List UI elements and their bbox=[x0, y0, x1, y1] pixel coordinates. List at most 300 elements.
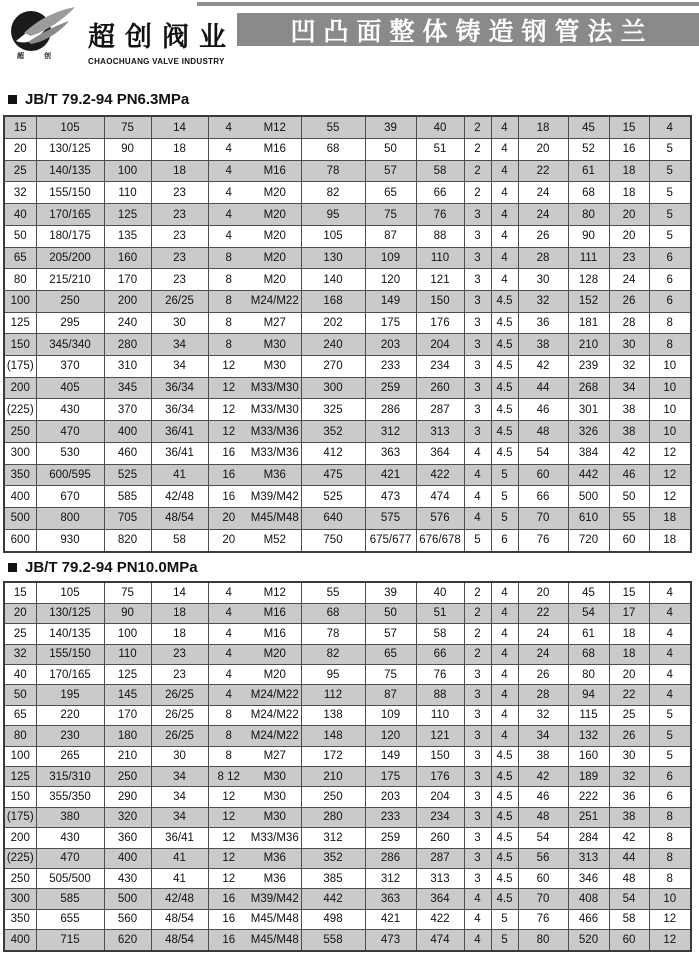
table-cell: 135 bbox=[104, 225, 151, 247]
table-cell: 203 bbox=[365, 334, 416, 356]
table-cell: 23 bbox=[151, 269, 208, 291]
table-cell: 8 bbox=[649, 828, 691, 848]
table-cell: 12 bbox=[208, 421, 249, 443]
table-cell: M16 bbox=[249, 160, 301, 182]
table-cell: 4 bbox=[491, 204, 518, 226]
table-cell: M33/M36 bbox=[249, 442, 301, 464]
table-cell: 325 bbox=[301, 399, 365, 421]
table-cell: 36/41 bbox=[151, 828, 208, 848]
table-cell: 48/54 bbox=[151, 930, 208, 951]
table-cell: 54 bbox=[518, 828, 568, 848]
table-cell: 75 bbox=[104, 582, 151, 603]
table-cell: 90 bbox=[568, 225, 609, 247]
table-cell: 5 bbox=[464, 529, 491, 552]
table-cell: 26/25 bbox=[151, 290, 208, 312]
table-cell: 525 bbox=[301, 486, 365, 508]
table-cell: 301 bbox=[568, 399, 609, 421]
table-cell: 2 bbox=[464, 644, 491, 664]
table-cell: 18 bbox=[151, 603, 208, 623]
table-cell: 128 bbox=[568, 269, 609, 291]
table-cell: 265 bbox=[36, 746, 104, 766]
table-cell: 5 bbox=[649, 225, 691, 247]
table-cell: 32 bbox=[4, 644, 36, 664]
table-cell: M30 bbox=[249, 356, 301, 378]
table-cell: 2 bbox=[464, 139, 491, 161]
table-cell: 12 bbox=[208, 377, 249, 399]
table-cell: 36/34 bbox=[151, 377, 208, 399]
table-cell: 75 bbox=[365, 664, 416, 684]
table-cell: 94 bbox=[568, 685, 609, 705]
table-cell: 76 bbox=[518, 909, 568, 929]
table-cell: 68 bbox=[568, 182, 609, 204]
table-cell: 610 bbox=[568, 508, 609, 530]
table-cell: 313 bbox=[416, 868, 464, 888]
table-cell: 16 bbox=[208, 909, 249, 929]
table-cell: 240 bbox=[301, 334, 365, 356]
table-cell: 4 bbox=[464, 464, 491, 486]
crescent-swoosh-logo-icon bbox=[8, 5, 80, 63]
table-cell: M33/M30 bbox=[249, 377, 301, 399]
table-cell: 5 bbox=[649, 139, 691, 161]
table-cell: 48/54 bbox=[151, 909, 208, 929]
table-cell: 3 bbox=[464, 746, 491, 766]
table-row bbox=[4, 828, 691, 848]
table-cell: 4.5 bbox=[491, 421, 518, 443]
table-cell: 310 bbox=[104, 356, 151, 378]
table-cell: 58 bbox=[416, 160, 464, 182]
table-cell: 473 bbox=[365, 486, 416, 508]
table-cell: 210 bbox=[104, 746, 151, 766]
table-cell: 34 bbox=[151, 807, 208, 827]
table-cell: 170 bbox=[104, 705, 151, 725]
table-cell: 4 bbox=[208, 603, 249, 623]
table-cell: 32 bbox=[518, 705, 568, 725]
table-cell: 88 bbox=[416, 685, 464, 705]
table-cell: 200 bbox=[104, 290, 151, 312]
table-cell: 8 bbox=[649, 868, 691, 888]
table-cell: 82 bbox=[301, 644, 365, 664]
table-cell: 520 bbox=[568, 930, 609, 951]
table-row bbox=[4, 377, 691, 399]
section-title-pn63 bbox=[8, 91, 189, 108]
table-cell: 4 bbox=[649, 644, 691, 664]
table-cell: 87 bbox=[365, 685, 416, 705]
table-cell: 600/595 bbox=[36, 464, 104, 486]
table-cell: 4 bbox=[491, 160, 518, 182]
table-cell: 100 bbox=[104, 160, 151, 182]
table-cell: 233 bbox=[365, 356, 416, 378]
table-cell: 530 bbox=[36, 442, 104, 464]
table-cell: 268 bbox=[568, 377, 609, 399]
table-cell: 15 bbox=[609, 582, 649, 603]
table-cell: 82 bbox=[301, 182, 365, 204]
table-cell: 36/41 bbox=[151, 442, 208, 464]
table-cell: 930 bbox=[36, 529, 104, 552]
table-cell: 23 bbox=[151, 204, 208, 226]
table-cell: 95 bbox=[301, 664, 365, 684]
table-cell: 25 bbox=[609, 705, 649, 725]
table-cell: 313 bbox=[416, 421, 464, 443]
table-cell: 57 bbox=[365, 624, 416, 644]
table-cell: 60 bbox=[609, 529, 649, 552]
table-cell: 600 bbox=[4, 529, 36, 552]
table-cell: 345 bbox=[104, 377, 151, 399]
table-cell: 210 bbox=[568, 334, 609, 356]
table-cell: 10 bbox=[649, 356, 691, 378]
table-cell: 585 bbox=[36, 889, 104, 909]
table-row bbox=[4, 116, 691, 139]
table-cell: 41 bbox=[151, 868, 208, 888]
table-cell: 3 bbox=[464, 225, 491, 247]
table-cell: 61 bbox=[568, 624, 609, 644]
table-cell: M45/M48 bbox=[249, 508, 301, 530]
table-cell: 200 bbox=[4, 828, 36, 848]
table-cell: 233 bbox=[365, 807, 416, 827]
table-cell: 23 bbox=[151, 182, 208, 204]
table-cell: 39 bbox=[365, 116, 416, 139]
table-cell: 585 bbox=[104, 486, 151, 508]
table-cell: 65 bbox=[365, 644, 416, 664]
table-cell: 32 bbox=[4, 182, 36, 204]
table-cell: 475 bbox=[301, 464, 365, 486]
table-cell: 45 bbox=[568, 582, 609, 603]
table-cell: 78 bbox=[301, 624, 365, 644]
table-cell: 48 bbox=[609, 868, 649, 888]
table-cell: 30 bbox=[609, 334, 649, 356]
table-cell: 20 bbox=[208, 508, 249, 530]
table-cell: 3 bbox=[464, 787, 491, 807]
table-cell: 130/125 bbox=[36, 603, 104, 623]
table-cell: 470 bbox=[36, 848, 104, 868]
table-cell: 28 bbox=[609, 312, 649, 334]
table-cell: M20 bbox=[249, 247, 301, 269]
table-row bbox=[4, 356, 691, 378]
table-cell: 6 bbox=[649, 269, 691, 291]
table-cell: 80 bbox=[568, 664, 609, 684]
table-cell: 54 bbox=[568, 603, 609, 623]
table-cell: 4.5 bbox=[491, 442, 518, 464]
table-cell: 26 bbox=[609, 726, 649, 746]
table-cell: 250 bbox=[36, 290, 104, 312]
table-cell: 575 bbox=[365, 508, 416, 530]
table-cell: 364 bbox=[416, 889, 464, 909]
table-cell: 4 bbox=[491, 139, 518, 161]
table-cell: 150 bbox=[416, 290, 464, 312]
table-cell: 3 bbox=[464, 247, 491, 269]
table-cell: 121 bbox=[416, 269, 464, 291]
table-row bbox=[4, 624, 691, 644]
table-cell: 76 bbox=[416, 204, 464, 226]
table-cell: 203 bbox=[365, 787, 416, 807]
table-cell: 2 bbox=[464, 116, 491, 139]
table-cell: M39/M42 bbox=[249, 889, 301, 909]
table-cell: M39/M42 bbox=[249, 486, 301, 508]
table-cell: 3 bbox=[464, 726, 491, 746]
table-cell: 5 bbox=[491, 909, 518, 929]
table-cell: 4 bbox=[491, 685, 518, 705]
table-cell: 210 bbox=[301, 766, 365, 786]
table-cell: M20 bbox=[249, 269, 301, 291]
table-cell: 4 bbox=[649, 685, 691, 705]
table-cell: 38 bbox=[609, 807, 649, 827]
table-cell: 4 bbox=[491, 247, 518, 269]
table-cell: 3 bbox=[464, 312, 491, 334]
table-cell: 160 bbox=[104, 247, 151, 269]
table-cell: 100 bbox=[4, 746, 36, 766]
table-cell: 16 bbox=[208, 486, 249, 508]
table-cell: 230 bbox=[36, 726, 104, 746]
table-cell: 23 bbox=[609, 247, 649, 269]
table-cell: 130 bbox=[301, 247, 365, 269]
table-cell: M16 bbox=[249, 603, 301, 623]
table-cell: 180 bbox=[104, 726, 151, 746]
table-cell: M24/M22 bbox=[249, 726, 301, 746]
table-cell: 10 bbox=[649, 889, 691, 909]
table-cell: 412 bbox=[301, 442, 365, 464]
table-cell: 2 bbox=[464, 624, 491, 644]
table-cell: 16 bbox=[208, 442, 249, 464]
table-cell: 22 bbox=[518, 160, 568, 182]
table-cell: 26 bbox=[609, 290, 649, 312]
table-cell: 115 bbox=[568, 705, 609, 725]
table-cell: 125 bbox=[4, 312, 36, 334]
table-cell: 75 bbox=[104, 116, 151, 139]
table-cell: M20 bbox=[249, 182, 301, 204]
table-cell: 34 bbox=[151, 334, 208, 356]
table-cell: 370 bbox=[36, 356, 104, 378]
table-cell: 26/25 bbox=[151, 685, 208, 705]
table-cell: M33/M36 bbox=[249, 828, 301, 848]
table-cell: 12 bbox=[208, 868, 249, 888]
table-cell: 109 bbox=[365, 705, 416, 725]
table-cell: 95 bbox=[301, 204, 365, 226]
table-cell: 4 bbox=[464, 442, 491, 464]
table-cell: 70 bbox=[518, 889, 568, 909]
table-cell: 51 bbox=[416, 603, 464, 623]
table-cell: 384 bbox=[568, 442, 609, 464]
table-cell: 25 bbox=[4, 160, 36, 182]
table-cell: 46 bbox=[518, 399, 568, 421]
table-cell: 234 bbox=[416, 356, 464, 378]
table-cell: 80 bbox=[518, 930, 568, 951]
table-row bbox=[4, 247, 691, 269]
table-cell: 220 bbox=[36, 705, 104, 725]
table-cell: 30 bbox=[518, 269, 568, 291]
table-cell: 12 bbox=[649, 930, 691, 951]
table-cell: 405 bbox=[36, 377, 104, 399]
table-cell: 442 bbox=[568, 464, 609, 486]
table-cell: 5 bbox=[649, 746, 691, 766]
table-cell: 176 bbox=[416, 312, 464, 334]
table-cell: 28 bbox=[518, 247, 568, 269]
table-cell: 239 bbox=[568, 356, 609, 378]
table-cell: 38 bbox=[609, 421, 649, 443]
table-cell: 313 bbox=[568, 848, 609, 868]
table-cell: 16 bbox=[208, 889, 249, 909]
table-cell: 68 bbox=[301, 139, 365, 161]
table-cell: 442 bbox=[301, 889, 365, 909]
table-cell: 66 bbox=[416, 182, 464, 204]
table-cell: 400 bbox=[4, 486, 36, 508]
table-cell: 675/677 bbox=[365, 529, 416, 552]
table-cell: 54 bbox=[609, 889, 649, 909]
table-cell: 363 bbox=[365, 889, 416, 909]
table-cell: 26/25 bbox=[151, 726, 208, 746]
table-cell: 400 bbox=[104, 848, 151, 868]
table-cell: 18 bbox=[151, 139, 208, 161]
table-row bbox=[4, 848, 691, 868]
table-cell: 8 bbox=[649, 312, 691, 334]
table-row bbox=[4, 225, 691, 247]
table-cell: 205/200 bbox=[36, 247, 104, 269]
table-cell: 20 bbox=[208, 529, 249, 552]
table-cell: 8 bbox=[208, 746, 249, 766]
table-cell: 315/310 bbox=[36, 766, 104, 786]
table-cell: 6 bbox=[649, 766, 691, 786]
table-cell: 42 bbox=[518, 766, 568, 786]
page-title: 凹凸面整体铸造钢管法兰 bbox=[290, 17, 654, 46]
table-cell: 350 bbox=[4, 464, 36, 486]
table-cell: 41 bbox=[151, 464, 208, 486]
table-cell: M20 bbox=[249, 664, 301, 684]
table-cell: 52 bbox=[568, 139, 609, 161]
table-cell: 56 bbox=[518, 848, 568, 868]
table-cell: 48/54 bbox=[151, 508, 208, 530]
table-cell: 34 bbox=[151, 356, 208, 378]
table-cell: 4.5 bbox=[491, 848, 518, 868]
table-cell: 655 bbox=[36, 909, 104, 929]
table-cell: 40 bbox=[4, 664, 36, 684]
table-cell: 500 bbox=[104, 889, 151, 909]
table-cell: 820 bbox=[104, 529, 151, 552]
table-cell: 5 bbox=[491, 930, 518, 951]
table-cell: 4 bbox=[649, 116, 691, 139]
table-cell: 3 bbox=[464, 356, 491, 378]
table-cell: 76 bbox=[416, 664, 464, 684]
table-cell: 120 bbox=[365, 269, 416, 291]
table-cell: 38 bbox=[518, 746, 568, 766]
table-cell: 149 bbox=[365, 746, 416, 766]
table-cell: 125 bbox=[4, 766, 36, 786]
table-cell: 750 bbox=[301, 529, 365, 552]
table-cell: 3 bbox=[464, 868, 491, 888]
table-row bbox=[4, 160, 691, 182]
table-cell: 3 bbox=[464, 766, 491, 786]
table-cell: 10 bbox=[649, 399, 691, 421]
table-row bbox=[4, 746, 691, 766]
table-row bbox=[4, 442, 691, 464]
table-cell: 42/48 bbox=[151, 486, 208, 508]
table-cell: 105 bbox=[301, 225, 365, 247]
table-cell: 558 bbox=[301, 930, 365, 951]
table-cell: 88 bbox=[416, 225, 464, 247]
table-cell: 3 bbox=[464, 828, 491, 848]
table-cell: M20 bbox=[249, 225, 301, 247]
table-cell: 640 bbox=[301, 508, 365, 530]
table-cell: 2 bbox=[464, 603, 491, 623]
table-cell: 4.5 bbox=[491, 356, 518, 378]
table-cell: 460 bbox=[104, 442, 151, 464]
table-cell: M16 bbox=[249, 139, 301, 161]
table-cell: 55 bbox=[301, 582, 365, 603]
table-cell: 5 bbox=[649, 726, 691, 746]
table-cell: 4 bbox=[464, 930, 491, 951]
table-cell: 250 bbox=[4, 868, 36, 888]
table-cell: 3 bbox=[464, 848, 491, 868]
table-cell: 505/500 bbox=[36, 868, 104, 888]
table-cell: 500 bbox=[568, 486, 609, 508]
table-cell: 18 bbox=[609, 182, 649, 204]
table-cell: 12 bbox=[649, 442, 691, 464]
table-cell: 175 bbox=[365, 766, 416, 786]
table-cell: 250 bbox=[4, 421, 36, 443]
table-row bbox=[4, 909, 691, 929]
table-cell: 80 bbox=[4, 726, 36, 746]
table-cell: 58 bbox=[151, 529, 208, 552]
company-name-cn: 超创阀业 bbox=[88, 22, 236, 52]
table-cell: 234 bbox=[416, 807, 464, 827]
table-cell: 4.5 bbox=[491, 828, 518, 848]
table-cell: 215/210 bbox=[36, 269, 104, 291]
table-cell: 44 bbox=[518, 377, 568, 399]
table-cell: 20 bbox=[518, 139, 568, 161]
table-cell: 60 bbox=[518, 868, 568, 888]
table-row bbox=[4, 930, 691, 951]
table-cell: 16 bbox=[208, 464, 249, 486]
table-row bbox=[4, 664, 691, 684]
table-cell: 65 bbox=[4, 247, 36, 269]
table-cell: 470 bbox=[36, 421, 104, 443]
table-cell: 20 bbox=[518, 582, 568, 603]
table-cell: 3 bbox=[464, 290, 491, 312]
table-cell: 6 bbox=[649, 247, 691, 269]
table-cell: 50 bbox=[365, 603, 416, 623]
table-cell: 4.5 bbox=[491, 766, 518, 786]
table-cell: 5 bbox=[649, 160, 691, 182]
table-cell: 180/175 bbox=[36, 225, 104, 247]
table-cell: M30 bbox=[249, 334, 301, 356]
table-cell: 125 bbox=[104, 664, 151, 684]
table-cell: 75 bbox=[365, 204, 416, 226]
table-cell: 90 bbox=[104, 603, 151, 623]
table-row bbox=[4, 486, 691, 508]
table-cell: 4.5 bbox=[491, 807, 518, 827]
table-cell: 250 bbox=[301, 787, 365, 807]
flange-spec-table-pn100 bbox=[3, 581, 692, 952]
table-cell: 175 bbox=[365, 312, 416, 334]
table-cell: M12 bbox=[249, 582, 301, 603]
table-cell: M27 bbox=[249, 312, 301, 334]
table-row bbox=[4, 868, 691, 888]
table-cell: 4.5 bbox=[491, 399, 518, 421]
table-cell: 346 bbox=[568, 868, 609, 888]
table-cell: 4 bbox=[464, 889, 491, 909]
table-cell: 20 bbox=[609, 664, 649, 684]
table-cell: 370 bbox=[104, 399, 151, 421]
table-cell: 26 bbox=[518, 225, 568, 247]
table-cell: 295 bbox=[36, 312, 104, 334]
table-row bbox=[4, 269, 691, 291]
table-cell: M24/M22 bbox=[249, 705, 301, 725]
table-cell: 240 bbox=[104, 312, 151, 334]
table-cell: 400 bbox=[104, 421, 151, 443]
table-cell: 160 bbox=[568, 746, 609, 766]
table-cell: 48 bbox=[518, 807, 568, 827]
table-cell: 152 bbox=[568, 290, 609, 312]
table-cell: 385 bbox=[301, 868, 365, 888]
table-cell: 4 bbox=[208, 624, 249, 644]
table-cell: M30 bbox=[249, 807, 301, 827]
